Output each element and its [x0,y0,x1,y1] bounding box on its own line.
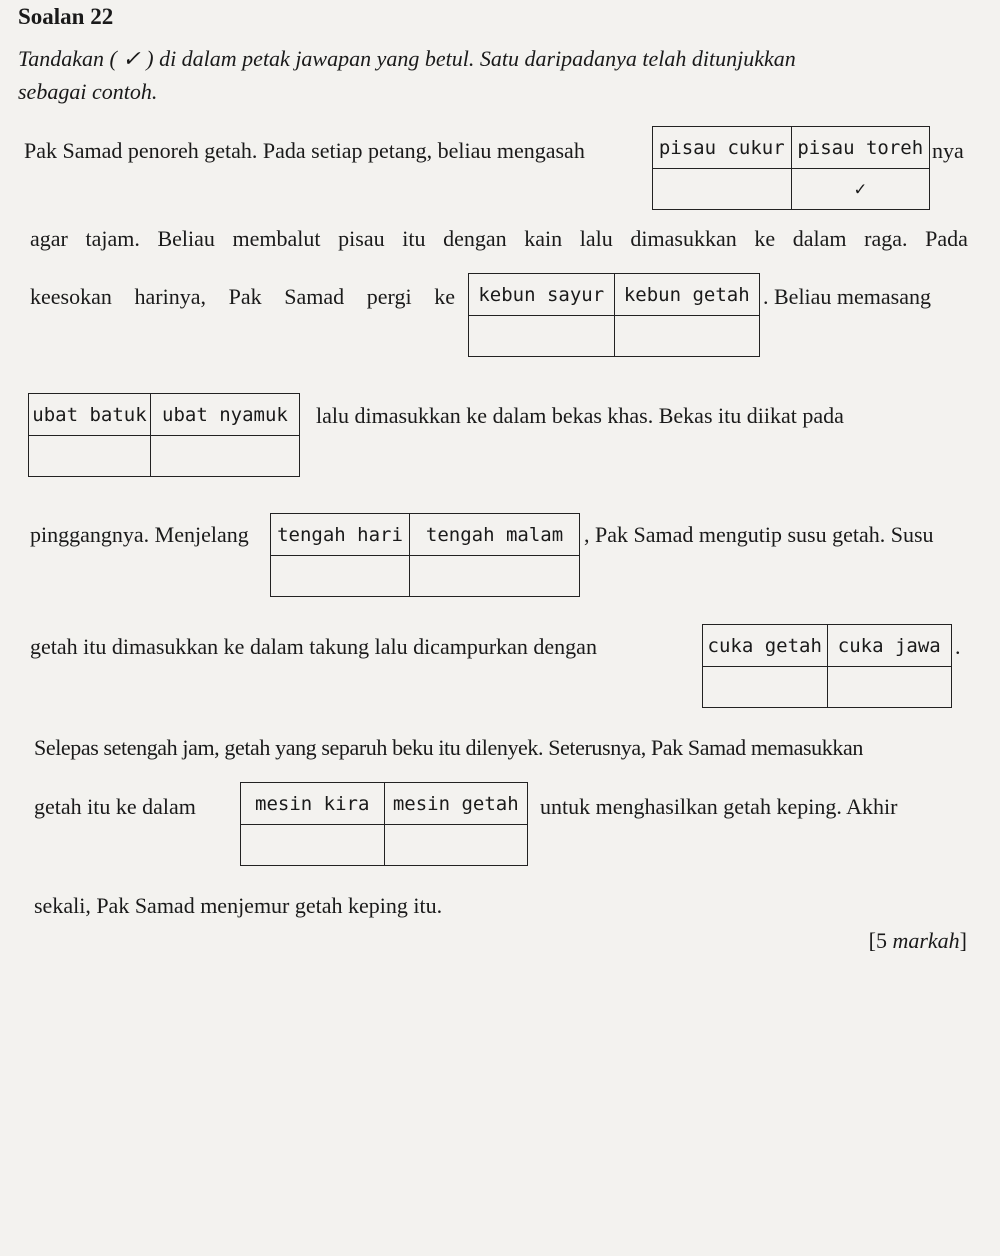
option-6a-label: mesin kira [241,783,385,825]
answer-box-6a[interactable] [241,825,385,866]
answer-box-2b[interactable] [614,316,760,357]
option-2a-label: kebun sayur [469,274,615,316]
passage-line-7: Selepas setengah jam, getah yang separuh beku itu dilenyek. Seterusnya, Pak Samad memasukkan [34,735,863,760]
option-box-3 [28,393,300,477]
passage-line-5-after: , Pak Samad mengutip susu getah. Susu [584,522,934,547]
answer-box-1a[interactable] [653,169,792,210]
answer-box-5a[interactable] [703,667,828,708]
answer-box-2a[interactable] [469,316,615,357]
passage-line-3-after: . Beliau memasang [763,284,932,309]
question-title: Soalan 22 [18,4,114,29]
answer-box-4b[interactable] [410,556,580,597]
instruction-line-1: Tandakan ( ✓ ) di dalam petak jawapan yang betul. Satu daripadanya telah ditunjukkan [18,46,796,71]
passage-line-8-before: getah itu ke dalam [34,794,196,819]
answer-box-3a[interactable] [29,436,151,477]
option-1a-label: pisau cukur [653,127,792,169]
passage-line-9: sekali, Pak Samad menjemur getah keping itu. [34,893,443,918]
passage-line-6-before: getah itu dimasukkan ke dalam takung lalu dicampurkan dengan [30,634,597,659]
passage-line-2: agar tajam. Beliau membalut pisau itu dengan kain lalu dimasukkan ke dalam raga. Pada [30,226,968,251]
option-box-5 [702,624,952,708]
option-6b-label: mesin getah [384,783,528,825]
answer-box-1b[interactable]: ✓ [791,169,930,210]
option-2b-label: kebun getah [614,274,760,316]
option-4b-label: tengah malam [410,514,580,556]
option-box-6 [240,782,528,866]
option-box-4 [270,513,580,597]
answer-box-3b[interactable] [150,436,299,477]
passage-line-4: lalu dimasukkan ke dalam bekas khas. Bekas itu diikat pada [316,403,844,428]
passage-line-6-after: . [955,634,961,659]
option-box-1 [652,126,930,210]
passage-line-1-before: Pak Samad penoreh getah. Pada setiap petang, beliau mengasah [24,138,585,163]
passage-line-5-before: pinggangnya. Menjelang [30,522,249,547]
answer-box-5b[interactable] [827,667,952,708]
passage-line-3-before: keesokan harinya, Pak Samad pergi ke [30,284,455,309]
option-3a-label: ubat batuk [29,394,151,436]
answer-box-4a[interactable] [271,556,410,597]
passage-line-8-after: untuk menghasilkan getah keping. Akhir [540,794,898,819]
option-5a-label: cuka getah [703,625,828,667]
option-3b-label: ubat nyamuk [150,394,299,436]
passage-line-1-after: nya [932,138,964,163]
option-4a-label: tengah hari [271,514,410,556]
marks-label: [5 markah] [868,928,967,953]
answer-box-6b[interactable] [384,825,528,866]
option-box-2 [468,273,760,357]
option-1b-label: pisau toreh [791,127,930,169]
option-5b-label: cuka jawa [827,625,952,667]
instruction-line-2: sebagai contoh. [18,79,158,104]
